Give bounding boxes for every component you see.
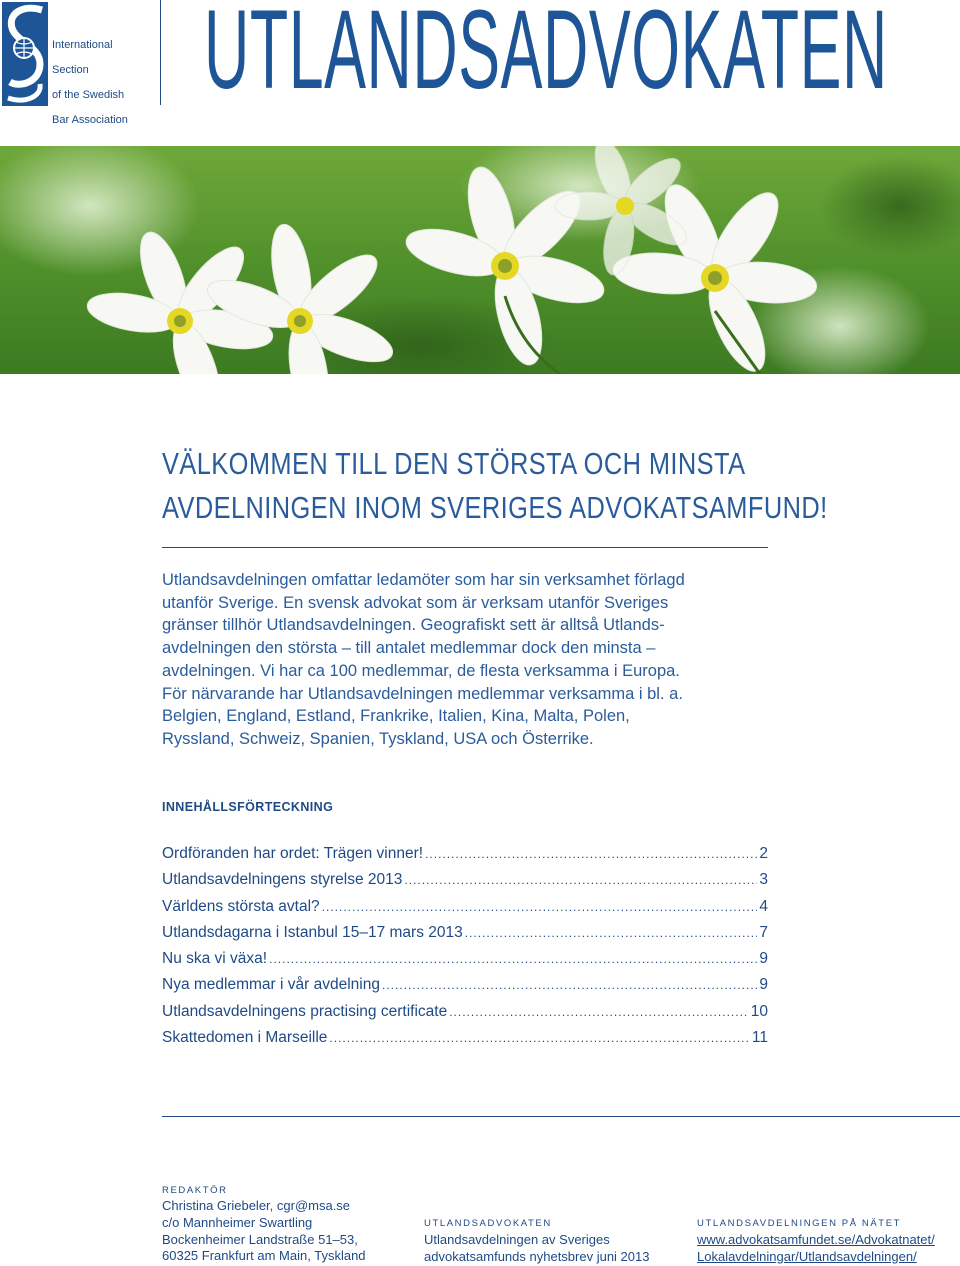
online-link[interactable] — [697, 1232, 935, 1266]
toc-item[interactable] — [162, 1029, 768, 1055]
footer-rule — [162, 1116, 960, 1117]
toc-item-page: 10 — [750, 1002, 768, 1020]
toc-item[interactable] — [162, 976, 768, 1002]
toc-leader — [404, 873, 757, 887]
toc-item-page: 11 — [751, 1029, 768, 1047]
toc-item-title: Nu ska vi växa! — [162, 950, 268, 968]
toc-leader — [465, 926, 758, 940]
editor-line: Bockenheimer Landstraße 51–53, — [162, 1231, 358, 1247]
toc-leader — [269, 952, 757, 966]
toc-item-page: 3 — [759, 871, 768, 889]
toc-item-page: 4 — [759, 897, 768, 915]
intro-line: Belgien, England, Estland, Frankrike, Italien, Kina, Malta, Polen, — [162, 707, 630, 726]
table-of-contents — [162, 845, 768, 1055]
toc-leader — [322, 900, 758, 914]
toc-item[interactable] — [162, 1003, 768, 1029]
intro-line: Ryssland, Schweiz, Spanien, Tyskland, USA och Österrike. — [162, 729, 594, 748]
toc-heading: INNEHÅLLSFÖRTECKNING — [162, 800, 334, 814]
online-link-line[interactable]: www.advokatsamfundet.se/Advokatnatet/ — [697, 1232, 935, 1247]
newsletter-label: UTLANDSADVOKATEN — [424, 1218, 552, 1229]
toc-item-title: Utlandsdagarna i Istanbul 15–17 mars 2013 — [162, 923, 463, 941]
masthead-title: UTLANDSADVOKATEN — [204, 0, 888, 112]
editor-info — [162, 1198, 366, 1265]
editor-line: c/o Mannheimer Swartling — [162, 1214, 313, 1230]
newsletter-line: Utlandsavdelningen av Sveriges — [424, 1232, 610, 1247]
toc-item-page: 9 — [759, 976, 768, 994]
toc-item-title: Ordföranden har ordet: Trägen vinner! — [162, 845, 424, 862]
editor-line: 60325 Frankfurt am Main, Tyskland — [162, 1248, 366, 1264]
toc-item-title: Utlandsavdelningens styrelse 2013 — [162, 871, 403, 889]
toc-item-page: 9 — [759, 950, 768, 968]
headline-rule — [162, 547, 768, 548]
intro-line: utanför Sverige. En svensk advokat som är verksam utanför Sveriges — [162, 593, 669, 612]
org-line: International — [52, 38, 113, 51]
hero-photo-flowers — [0, 146, 960, 374]
online-link-line[interactable]: Lokalavdelningar/Utlandsavdelningen/ — [697, 1248, 917, 1264]
toc-item[interactable] — [162, 871, 768, 897]
welcome-headline — [162, 442, 900, 530]
intro-line: För närvarande har Utlandsavdelningen medlemmar verksamma i bl. a. — [162, 684, 683, 703]
toc-leader — [425, 847, 757, 861]
toc-leader — [449, 1005, 749, 1019]
intro-line: avdelningen. Vi har ca 100 medlemmar, de flesta verksamma i Europa. — [162, 661, 680, 680]
toc-item-title: Nya medlemmar i vår avdelning — [162, 976, 380, 994]
toc-item[interactable] — [162, 950, 768, 976]
toc-item-title: Utlandsavdelningens practising certificate — [162, 1002, 448, 1020]
toc-item[interactable] — [162, 924, 768, 950]
toc-item[interactable] — [162, 845, 768, 871]
toc-leader — [382, 978, 757, 992]
editor-line: Christina Griebeler, cgr@msa.se — [162, 1198, 351, 1213]
intro-line: gränser tillhör Utlandsavdelningen. Geografiskt sett är alltså Utlands- — [162, 616, 665, 635]
intro-line: Utlandsavdelningen omfattar ledamöter som har sin verksamhet förlagd — [162, 571, 685, 589]
intro-paragraph — [162, 569, 782, 751]
toc-item-page: 2 — [759, 845, 768, 862]
org-line: Section — [52, 63, 89, 76]
org-line: Bar Association — [52, 113, 128, 126]
toc-item[interactable] — [162, 898, 768, 924]
online-label: UTLANDSAVDELNINGEN PÅ NÄTET — [697, 1218, 902, 1229]
toc-item-title: Skattedomen i Marseille — [162, 1029, 328, 1047]
newsletter-line: advokatsamfunds nyhetsbrev juni 2013 — [424, 1248, 650, 1264]
swedish-bar-association-logo-icon — [2, 2, 48, 106]
intro-line: avdelningen den största – till antalet medlemmar dock den minsta – — [162, 639, 656, 658]
org-line: of the Swedish — [52, 88, 125, 101]
toc-item-title: Världens största avtal? — [162, 897, 320, 915]
headline-line: VÄLKOMMEN TILL DEN STÖRSTA OCH MINSTA — [162, 446, 746, 481]
header-divider — [160, 0, 161, 105]
headline-line: AVDELNINGEN INOM SVERIGES ADVOKATSAMFUND! — [162, 490, 828, 525]
organization-name — [52, 26, 128, 139]
toc-item-page: 7 — [759, 923, 768, 941]
newsletter-info — [424, 1232, 649, 1266]
editor-label: REDAKTÖR — [162, 1185, 228, 1196]
toc-leader — [329, 1031, 749, 1045]
